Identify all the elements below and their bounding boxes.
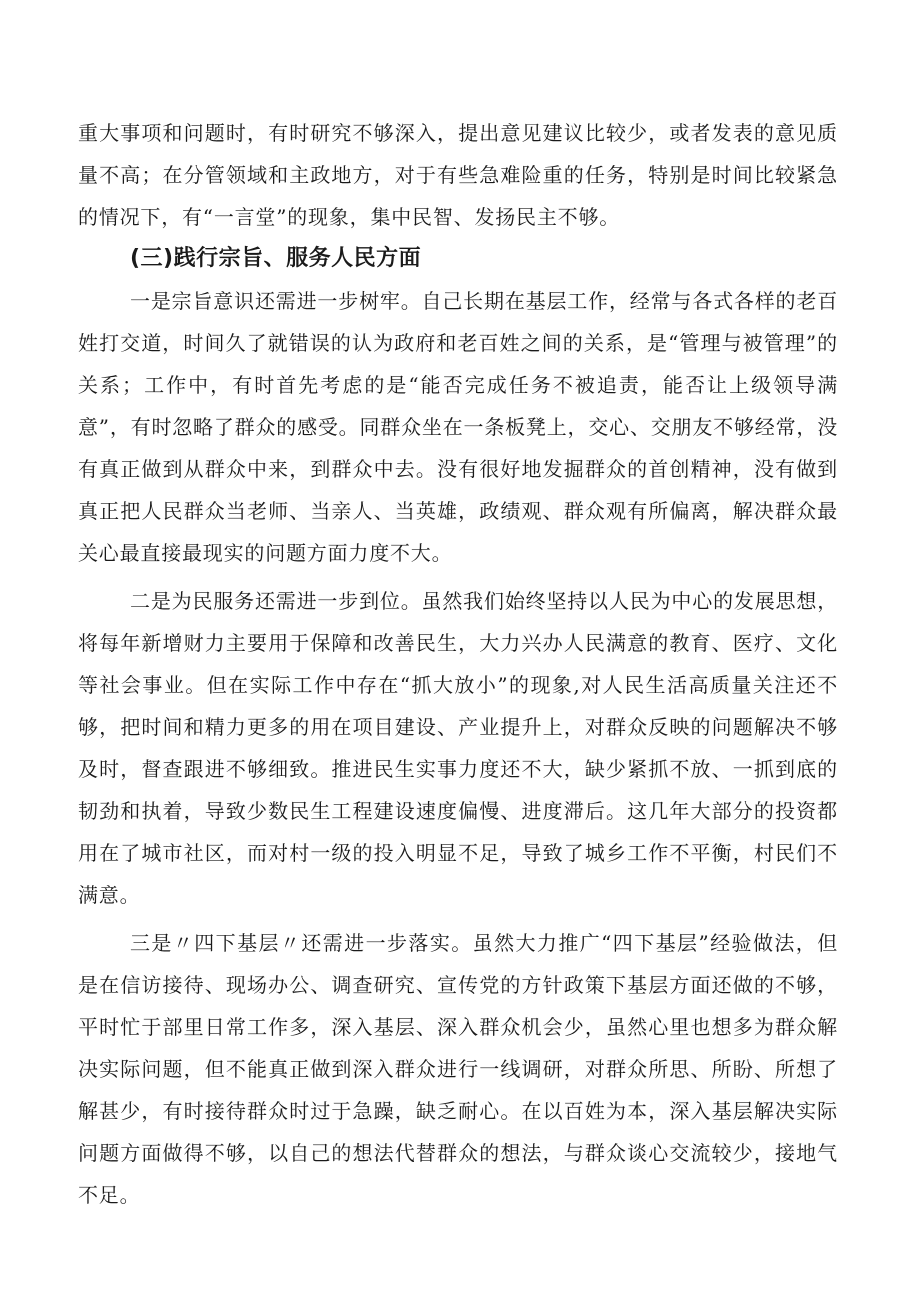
document-body	[78, 112, 838, 1216]
paragraph-purpose-awareness: 一是宗旨意识还需进一步树牢。自己长期在基层工作，经常与各式各样的老百姓打交道，时间久了就错误的认为政府和老百姓之间的关系，是“管理与被管理”的关系；工作中，有时首先考虑的是“能否完成任务不被追责，能否让上级领导满意”，有时忽略了群众的感受。同群众坐在一条板凳上，交心、交朋友不够经常，没有真正做到从群众中来，到群众中去。没有很好地发掘群众的首创精神，没有做到真正把人民群众当老师、当亲人、当英雄，政绩观、群众观有所偏离，解决群众最关心最直接最现实的问题方面力度不大。	[78, 289, 838, 565]
paragraph-continuation: 重大事项和问题时，有时研究不够深入，提出意见建议比较少，或者发表的意见质量不高；在分管领域和主政地方，对于有些急难险重的任务，特别是时间比较紧急的情况下，有“一言堂”的现象，集中民智、发扬民主不够。	[78, 121, 838, 229]
paragraph-four-downs: 三是〃四下基层〃还需进一步落实。虽然大力推广“四下基层”经验做法，但是在信访接待、现场办公、调查研究、宣传党的方针政策下基层方面还做的不够，平时忙于部里日常工作多，深入基层、深入群众机会少，虽然心里也想多为群众解决实际问题，但不能真正做到深入群众进行一线调研，对群众所思、所盼、所想了解甚少，有时接待群众时过于急躁，缺乏耐心。在以百姓为本，深入基层解决实际问题方面做得不够，以自己的想法代替群众的想法，与群众谈心交流较少，接地气不足。	[78, 931, 838, 1207]
paragraph-service-to-people: 二是为民服务还需进一步到位。虽然我们始终坚持以人民为中心的发展思想，将每年新增财力主要用于保障和改善民生，大力兴办人民满意的教育、医疗、文化等社会事业。但在实际工作中存在“抓大放小”的现象,对人民生活高质量关注还不够，把时间和精力更多的用在项目建设、产业提升上，对群众反映的问题解决不够及时，督查跟进不够细致。推进民生实事力度还不大，缺少紧抓不放、一抓到底的韧劲和执着，导致少数民生工程建设速度偏慢、进度滞后。这几年大部分的投资都用在了城市社区，而对村一级的投入明显不足，导致了城乡工作不平衡，村民们不满意。	[78, 589, 838, 907]
section-heading: (三)践行宗旨、服务人民方面	[130, 246, 422, 271]
